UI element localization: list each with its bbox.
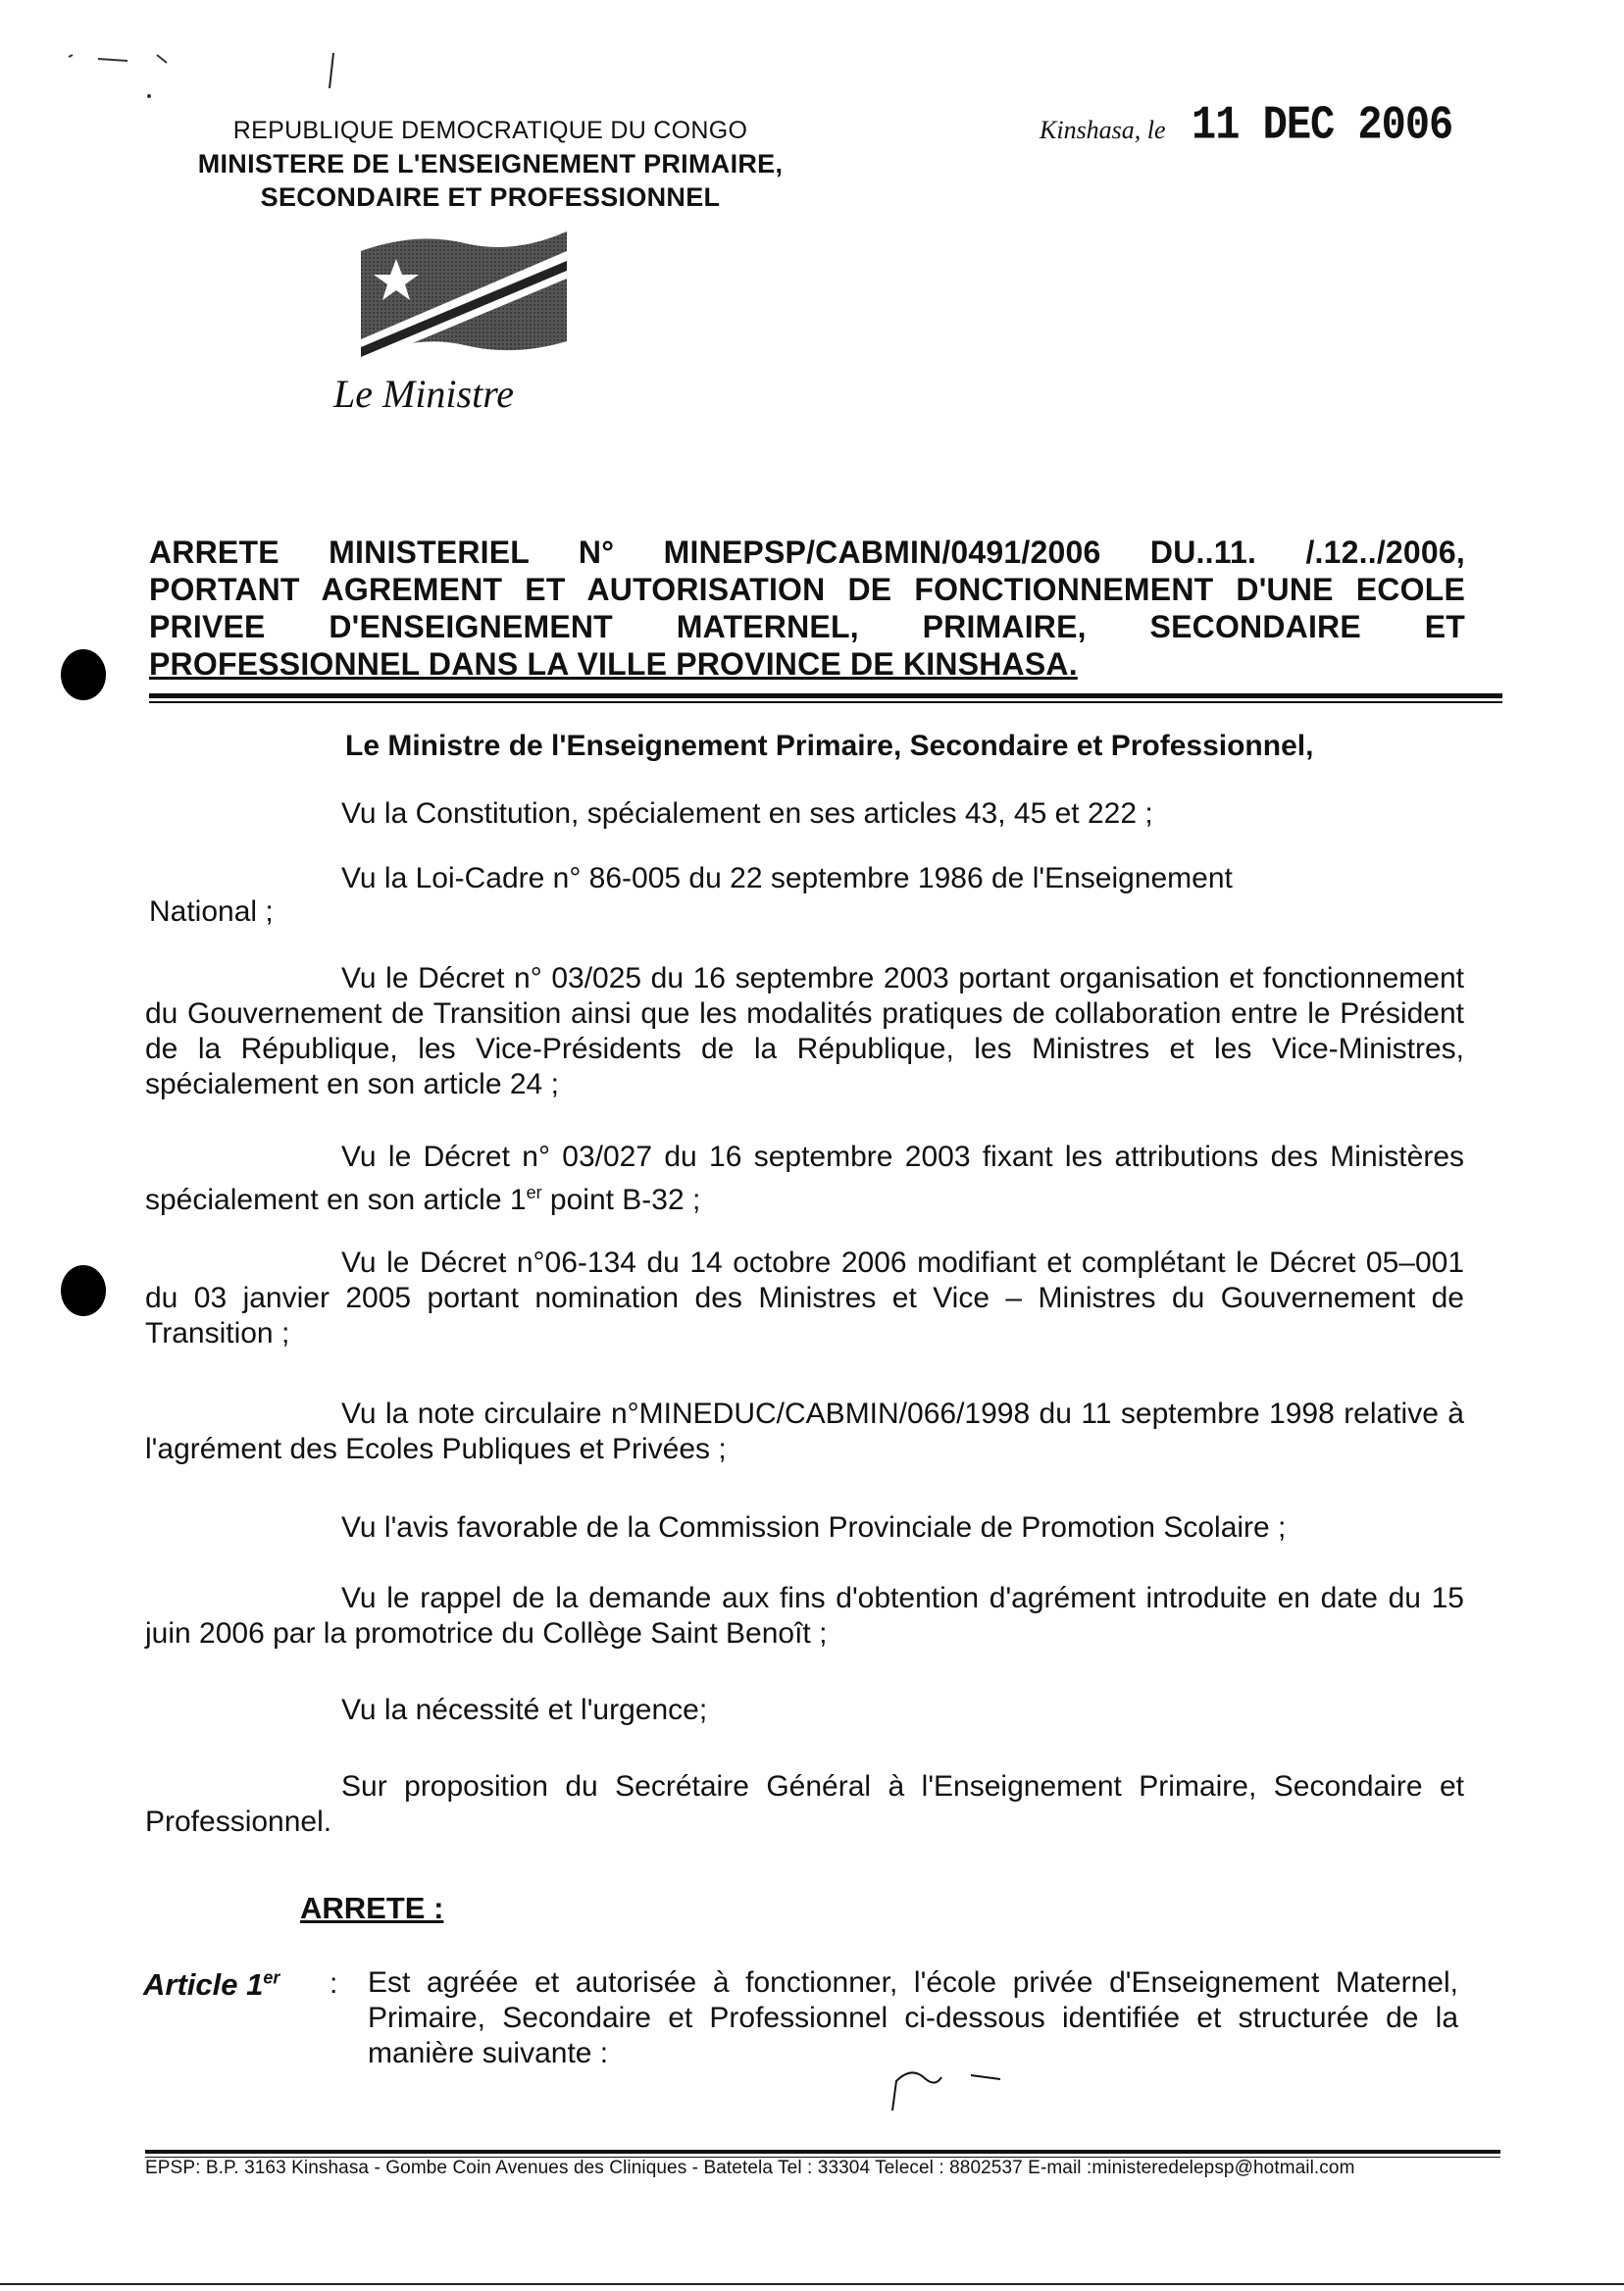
title-line-2: PORTANT AGREMENT ET AUTORISATION DE FONCTIONNEMENT D'UNE ECOLE [149, 572, 1465, 607]
article-1-label-text: Article 1 [143, 1967, 264, 2002]
vu-note-circulaire: Vu la note circulaire n°MINEDUC/CABMIN/066/1998 du 11 septembre 1998 relative à l'agrément des Ecoles Publiques et Privées ; [145, 1398, 1464, 1465]
vu-decret-027-sup: er [526, 1183, 542, 1202]
decree-title [149, 534, 1465, 683]
header-ministry-cont: SECONDAIRE ET PROFESSIONNEL [260, 182, 721, 212]
title-rule-thin [149, 701, 1502, 703]
footer-rule-thick [145, 2150, 1500, 2154]
header-republic: REPUBLIQUE DEMOCRATIQUE DU CONGO [232, 117, 748, 144]
initials-scribble-icon [883, 2060, 1049, 2118]
vu-decret-027-text: Vu le Décret n° 03/027 du 16 septembre 2003 fixant les attributions des Ministères spécialement en son article 1 [145, 1141, 1464, 1216]
article-1-label [143, 1967, 279, 2003]
footer-address: EPSP: B.P. 3163 Kinshasa - Gombe Coin Avenues des Cliniques - Batetela Tel : 33304 Telecel : 8802537 E-mail :ministeredelepsp@hotmail.com [145, 2158, 1355, 2178]
header-ministry: MINISTERE DE L'ENSEIGNEMENT PRIMAIRE, [197, 149, 784, 178]
vu-decret-134: Vu le Décret n°06-134 du 14 octobre 2006 modifiant et complétant le Décret 05–001 du 03 janvier 2005 portant nomination des Ministres et Vice – Ministres du Gouvernement de Transition ; [145, 1247, 1464, 1349]
vu-avis: Vu l'avis favorable de la Commission Provinciale de Promotion Scolaire ; [341, 1511, 1287, 1544]
title-line-4: PROFESSIONNEL DANS LA VILLE PROVINCE DE KINSHASA. [149, 646, 1078, 682]
flag-drc-icon [357, 222, 571, 367]
title-line-1: ARRETE MINISTERIEL N° MINEPSP/CABMIN/0491/2006 DU..11. /.12../2006, [149, 535, 1465, 570]
article-1-label-sup: er [263, 1967, 280, 1988]
article-1-text: Est agréée et autorisée à fonctionner, l'école privée d'Enseignement Maternel, Primaire, Secondaire et Professionnel ci-dessous identifiée et structurée de la manière suivante : [368, 1966, 1458, 2069]
scan-edge-line [0, 2283, 1624, 2285]
vu-decret-027-end: point B-32 ; [541, 1184, 701, 1216]
vu-rappel: Vu le rappel de la demande aux fins d'obtention d'agrément introduite en date du 15 juin 2006 par la promotrice du Collège Saint Benoît ; [145, 1582, 1464, 1650]
punch-hole-bottom [61, 1265, 106, 1316]
intro-line: Le Ministre de l'Enseignement Primaire, Secondaire et Professionnel, [345, 730, 1314, 762]
minister-signature: Le Ministre [333, 372, 515, 416]
vu-loi-cadre-cont: National ; [149, 895, 274, 928]
vu-constitution: Vu la Constitution, spécialement en ses articles 43, 45 et 222 ; [341, 797, 1153, 830]
article-1-colon: : [330, 1967, 338, 2000]
title-line-3: PRIVEE D'ENSEIGNEMENT MATERNEL, PRIMAIRE, SECONDAIRE ET [149, 609, 1465, 644]
dateline-place: Kinshasa, le [1040, 116, 1166, 144]
vu-loi-cadre: Vu la Loi-Cadre n° 86-005 du 22 septembre 1986 de l'Enseignement [341, 862, 1233, 894]
arrete-heading: ARRETE : [300, 1891, 444, 1925]
sur-proposition: Sur proposition du Secrétaire Général à l'Enseignement Primaire, Secondaire et Professionnel. [145, 1770, 1464, 1838]
top-margin-marks-icon [59, 49, 353, 118]
punch-hole-top [61, 649, 106, 700]
title-rule-thick [149, 693, 1502, 698]
date-stamp: 11 DEC 2006 [1192, 98, 1453, 153]
vu-decret-027 [145, 1140, 1464, 1218]
vu-necessite: Vu la nécessité et l'urgence; [341, 1694, 708, 1726]
vu-decret-025: Vu le Décret n° 03/025 du 16 septembre 2003 portant organisation et fonctionnement du Gouvernement de Transition ainsi que les modalités pratiques de collaboration entre le Président de la République, les Vice-Présidents de la République, les Ministres et les Vice-Ministres, spécialement en son article 24 ; [145, 962, 1464, 1100]
